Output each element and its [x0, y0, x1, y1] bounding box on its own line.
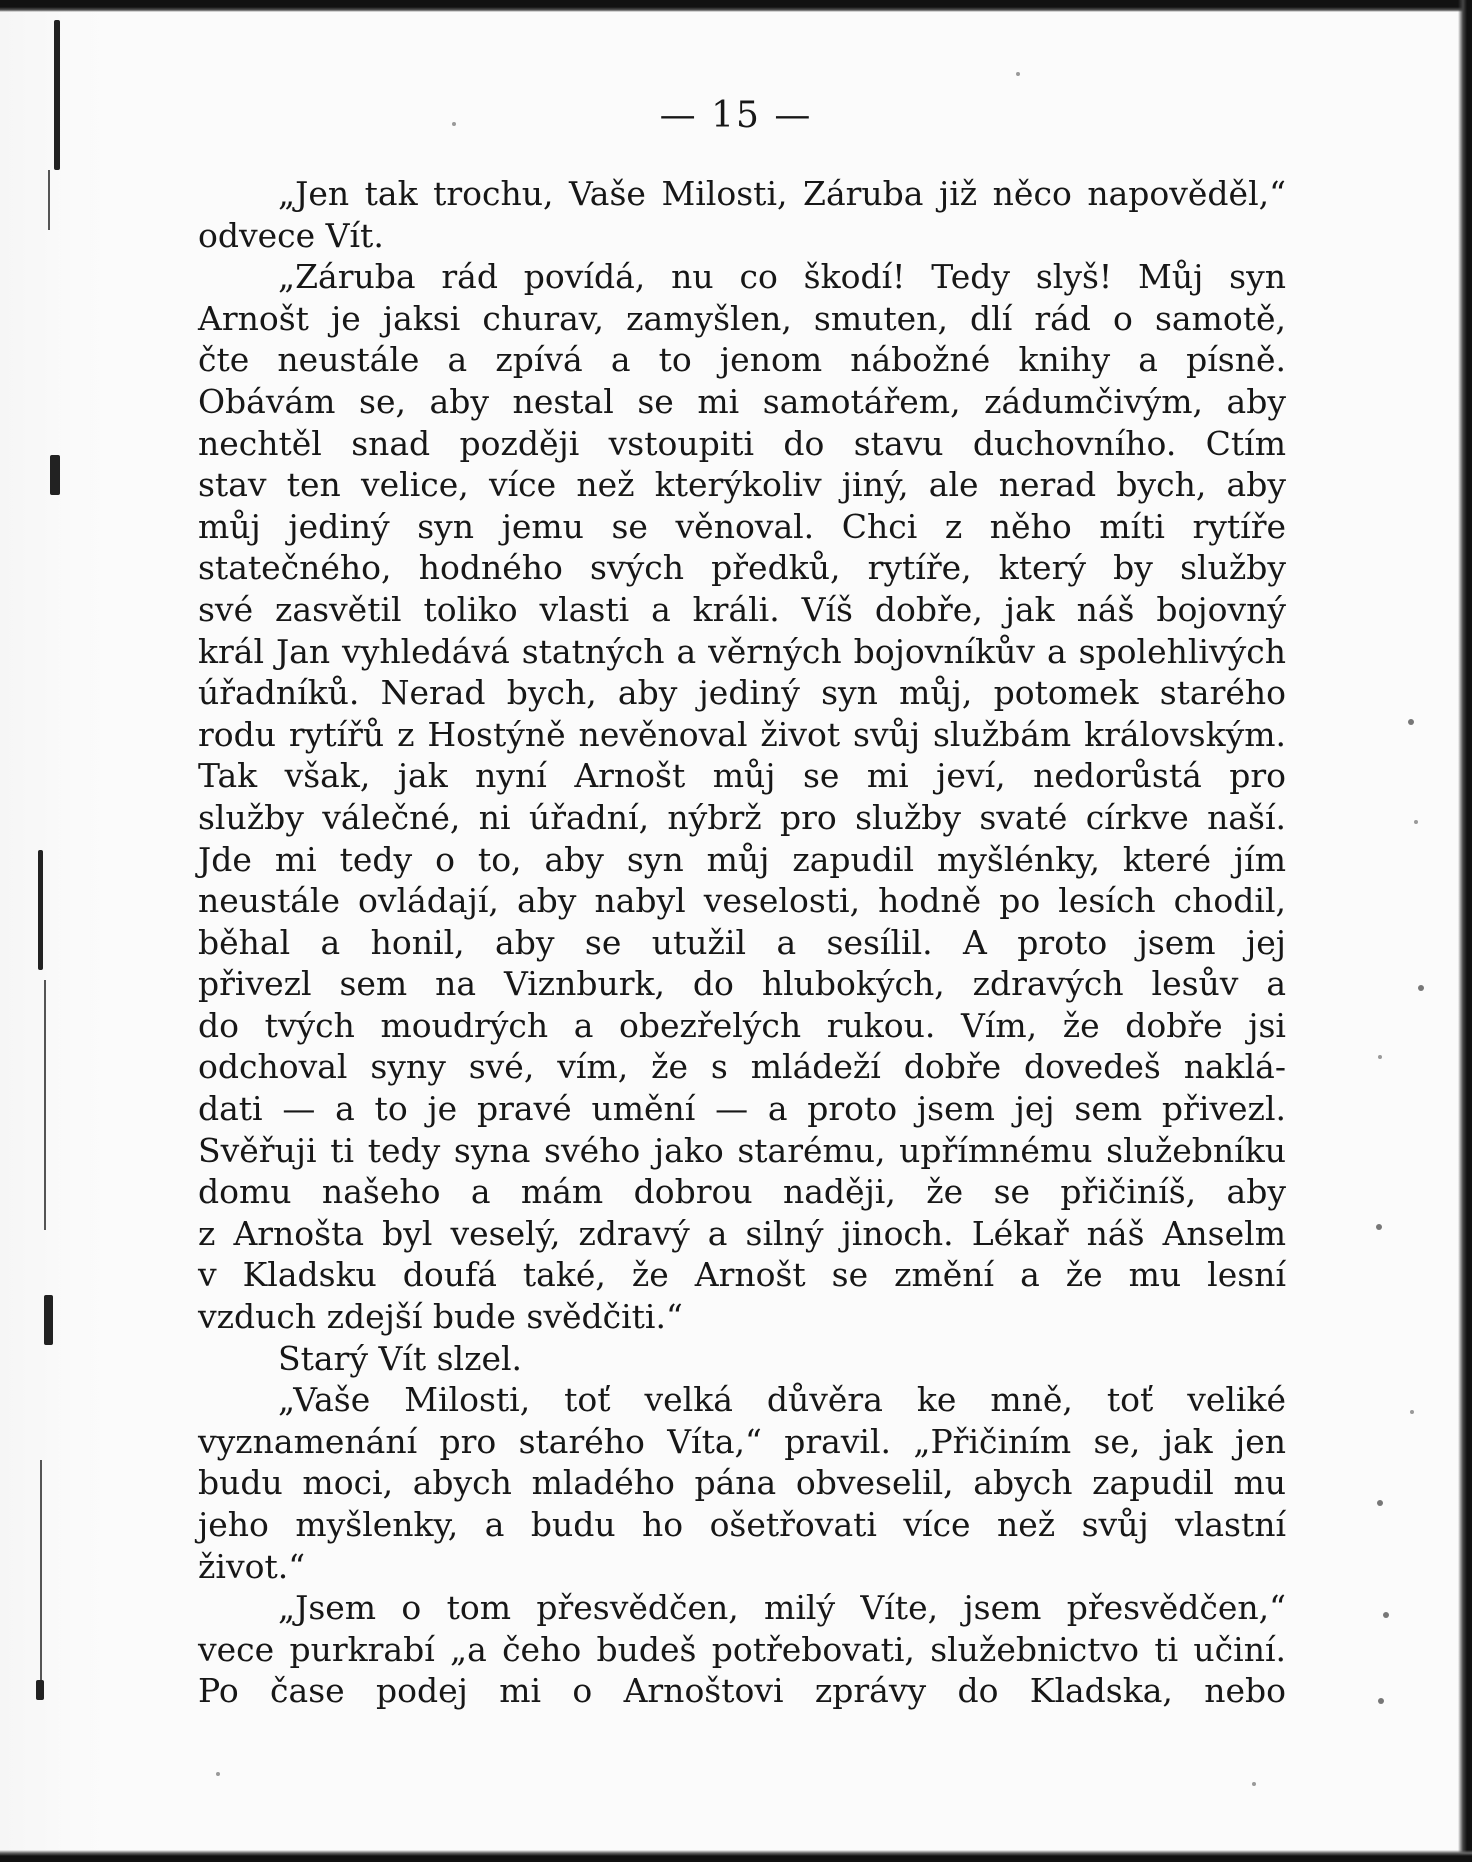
paper-speck — [1252, 1782, 1256, 1786]
spine-mark — [40, 1460, 42, 1690]
spine-mark — [50, 455, 60, 495]
spine-mark — [44, 1295, 53, 1345]
text-line: z Arnošta byl veselý, zdravý a silný jinoch. Lékař náš Anselm — [198, 1213, 1286, 1253]
scan-border-bottom — [0, 1850, 1472, 1862]
text-line: vece purkrabí „a čeho budeš potřebovati, služebnictvo ti učiní. — [198, 1629, 1286, 1669]
text-line: „Vaše Milosti, toť velká důvěra ke mně, toť veliké — [278, 1380, 1286, 1420]
text-line: můj jediný syn jemu se věnoval. Chci z něho míti rytíře — [198, 506, 1286, 546]
text-line: běhal a honil, aby se utužil a sesílil. A proto jsem jej — [198, 922, 1286, 962]
paper-speck — [1016, 72, 1020, 76]
text-line: „Záruba rád povídá, nu co škodí! Tedy slyš! Můj syn — [278, 257, 1286, 297]
text-line: odchoval syny své, vím, že s mládeží dobře dovedeš naklá- — [198, 1047, 1286, 1087]
text-line: čte neustále a zpívá a to jenom nábožné knihy a písně. — [198, 340, 1286, 380]
text-line: život.“ — [198, 1546, 306, 1586]
text-line: neustále ovládají, aby nabyl veselosti, hodně po lesích chodil, — [198, 881, 1286, 921]
body-text — [198, 173, 1286, 1712]
text-line: Tak však, jak nyní Arnošt můj se mi jeví, nedorůstá pro — [198, 756, 1286, 796]
spine-mark — [44, 980, 46, 1230]
text-line: „Jsem o tom přesvědčen, milý Víte, jsem přesvědčen,“ — [278, 1588, 1286, 1628]
paper-speck — [1410, 1410, 1414, 1414]
text-line: přivezl sem na Viznburk, do hlubokých, zdravých lesův a — [198, 964, 1286, 1004]
text-line: domu našeho a mám dobrou naději, že se přičiníš, aby — [198, 1172, 1286, 1212]
spine-mark — [36, 1680, 44, 1700]
text-line: Po čase podej mi o Arnoštovi zprávy do Kladska, nebo — [198, 1671, 1286, 1711]
binding-shadow — [0, 0, 110, 1862]
text-line: nechtěl snad později vstoupiti do stavu duchovního. Ctím — [198, 423, 1286, 463]
text-line: stav ten velice, více než kterýkoliv jiný, ale nerad bych, aby — [198, 465, 1286, 505]
text-line: Starý Vít slzel. — [278, 1338, 523, 1378]
text-line: Arnošt je jaksi churav, zamyšlen, smuten, dlí rád o samotě, — [198, 298, 1286, 338]
paper-speck — [1408, 719, 1414, 725]
paper-speck — [1418, 985, 1424, 991]
text-line: rodu rytířů z Hostýně nevěnoval život svůj službám královským. — [198, 714, 1286, 754]
text-line: vyznamenání pro starého Víta,“ pravil. „Přičiním se, jak jen — [198, 1421, 1286, 1461]
text-line: „Jen tak trochu, Vaše Milosti, Záruba již něco napověděl,“ — [278, 174, 1286, 213]
text-line: budu moci, abych mladého pána obveselil, abych zapudil mu — [198, 1463, 1286, 1503]
text-line: Obávám se, aby nestal se mi samotářem, zádumčivým, aby — [198, 381, 1286, 421]
scan-border-right — [1458, 0, 1472, 1862]
scan-border-top — [0, 0, 1472, 12]
paper-speck — [1414, 820, 1418, 824]
text-line: vzduch zdejší bude svědčiti.“ — [198, 1297, 683, 1337]
spine-mark — [38, 850, 43, 970]
paper-speck — [216, 1772, 220, 1776]
text-line: Jde mi tedy o to, aby syn můj zapudil myšlénky, které jím — [198, 839, 1286, 879]
spine-mark — [48, 170, 50, 230]
paper-speck — [1377, 1500, 1383, 1506]
text-line: dati — a to je pravé umění — a proto jsem jej sem přivezl. — [198, 1089, 1286, 1129]
text-line: statečného, hodného svých předků, rytíře, který by služby — [198, 548, 1286, 588]
text-line: do tvých moudrých a obezřelých rukou. Vím, že dobře jsi — [198, 1005, 1286, 1045]
paper-speck — [1378, 1055, 1382, 1059]
text-line: král Jan vyhledává statných a věrných bojovníkův a spolehlivých — [198, 631, 1286, 671]
page-number: — 15 — — [659, 95, 813, 136]
text-line: úřadníků. Nerad bych, aby jediný syn můj, potomek starého — [198, 673, 1286, 713]
text-line: jeho myšlenky, a budu ho ošetřovati více než svůj vlastní — [198, 1505, 1286, 1544]
text-line: Svěřuji ti tedy syna svého jako starému, upřímnému služebníku — [198, 1130, 1286, 1170]
paper-speck — [1376, 1224, 1382, 1230]
text-line: odvece Vít. — [198, 215, 384, 255]
paper-speck — [1383, 1612, 1389, 1618]
text-line: své zasvětil toliko vlasti a králi. Víš dobře, jak náš bojovný — [198, 589, 1286, 629]
paper-speck — [1378, 1698, 1384, 1704]
text-line: v Kladsku doufá také, že Arnošt se změní a že mu lesní — [198, 1255, 1286, 1295]
text-line: služby válečné, ni úřadní, nýbrž pro služby svaté církve naší. — [198, 797, 1286, 837]
